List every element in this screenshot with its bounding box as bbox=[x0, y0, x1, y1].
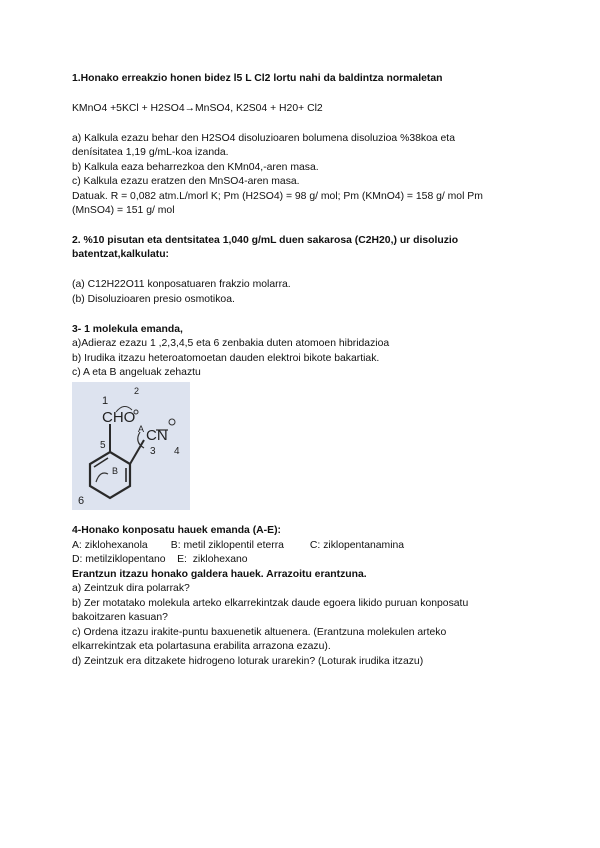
figure-number-4: 4 bbox=[174, 446, 180, 457]
figure-cn-label: CN bbox=[146, 427, 168, 444]
question-3c: c) A eta B angeluak zehaztu bbox=[72, 367, 201, 378]
question-4b-line-1: b) Zer motatako molekula arteko elkarrekintzak daude egoera likido puruan konposatu bbox=[72, 598, 469, 609]
question-4b-line-2: bakoitzaren kasuan? bbox=[72, 612, 168, 623]
question-4-instruction: Erantzun itzazu honako galdera hauek. Arrazoitu erantzuna. bbox=[72, 569, 367, 580]
question-1a-line-1: a) Kalkula ezazu behar den H2SO4 disoluzioaren bolumena disoluzioa %38koa eta bbox=[72, 133, 455, 144]
question-1-data-line-2: (MnSO4) = 151 g/ mol bbox=[72, 205, 175, 216]
figure-background bbox=[72, 382, 190, 510]
question-1-title: 1.Honako erreakzio honen bidez l5 L Cl2 lortu nahi da baldintza normaletan bbox=[72, 73, 443, 84]
question-2a: (a) C12H22O11 konposatuaren frakzio molarra. bbox=[72, 279, 291, 290]
question-3-title: 3- 1 molekula emanda, bbox=[72, 324, 183, 335]
figure-number-3: 3 bbox=[150, 446, 156, 457]
question-2-title-line-1: 2. %10 pisutan eta dentsitatea 1,040 g/mL duen sakarosa (C2H20,) ur disoluzio bbox=[72, 235, 459, 246]
question-1b: b) Kalkula eaza beharrezkoa den KMn04,-aren masa. bbox=[72, 162, 319, 173]
question-4-compounds-line-1: A: ziklohexanola B: metil ziklopentil eterra C: ziklopentanamina bbox=[72, 540, 405, 551]
question-4-compounds-line-2: D: metilziklopentano E: ziklohexano bbox=[72, 554, 248, 565]
question-4c-line-1: c) Ordena itzazu irakite-puntu baxuenetik altuenera. (Erantzuna molekulen arteko bbox=[72, 627, 447, 638]
figure-number-6: 6 bbox=[78, 495, 85, 507]
figure-number-5: 5 bbox=[100, 440, 106, 451]
question-1-equation: KMnO4 +5KCl + H2SO4→MnSO4, K2S04 + H20+ Cl2 bbox=[72, 103, 323, 114]
figure-angle-a-label: A bbox=[138, 424, 145, 434]
question-4d: d) Zeintzuk era ditzakete hidrogeno loturak urarekin? (Loturak irudika itzazu) bbox=[72, 656, 424, 667]
figure-angle-b-label: B bbox=[112, 466, 119, 476]
figure-cho-label: CHO bbox=[102, 409, 136, 426]
question-1-data-line-1: Datuak. R = 0,082 atm.L/morl K; Pm (H2SO4) = 98 g/ mol; Pm (KMnO4) = 158 g/ mol Pm bbox=[72, 191, 483, 202]
question-4a: a) Zeintzuk dira polarrak? bbox=[72, 583, 190, 594]
question-2b: (b) Disoluzioaren presio osmotikoa. bbox=[72, 294, 235, 305]
question-3a: a)Adieraz ezazu 1 ,2,3,4,5 eta 6 zenbakia duten atomoen hibridazioa bbox=[72, 338, 390, 349]
question-1a-line-2: denísitatea 1,19 g/mL-koa izanda. bbox=[72, 147, 229, 158]
question-3b: b) Irudika itzazu heteroatomoetan dauden elektroi bikote bakartiak. bbox=[72, 353, 380, 364]
question-4-title: 4-Honako konposatu hauek emanda (A-E): bbox=[72, 525, 281, 536]
figure-number-1: 1 bbox=[102, 395, 109, 407]
molecule-figure bbox=[72, 382, 190, 510]
question-4c-line-2: elkarrekintzak eta polartasuna erabilita arrazona ezazu). bbox=[72, 641, 331, 652]
figure-number-2: 2 bbox=[134, 386, 140, 396]
question-1c: c) Kalkula ezazu eratzen den MnSO4-aren masa. bbox=[72, 176, 300, 187]
question-2-title-line-2: batentzat,kalkulatu: bbox=[72, 249, 169, 260]
